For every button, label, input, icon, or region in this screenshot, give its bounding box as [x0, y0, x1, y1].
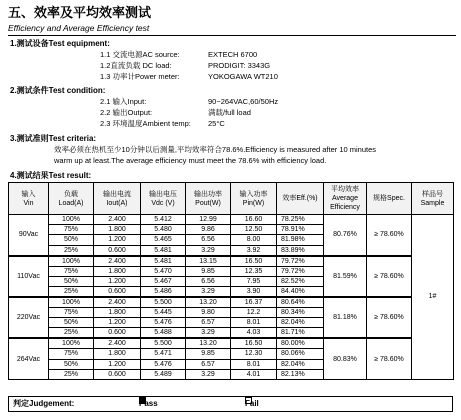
equipment-label: 1.2直流负载 DC load: [100, 61, 172, 70]
equipment-heading: 1.测试设备Test equipment: [10, 39, 110, 48]
pout-cell: 9.80 [186, 307, 231, 317]
condition-value: 满载/full load [208, 108, 251, 117]
pin-cell: 16.60 [231, 215, 277, 225]
judgement-label: 判定Judgement: [13, 399, 75, 408]
table-header-row [9, 183, 454, 215]
iout-cell: 0.600 [94, 286, 141, 297]
pin-cell: 8.00 [231, 235, 277, 245]
document-header [8, 4, 456, 36]
pout-cell: 9.86 [186, 225, 231, 235]
col-header-sample: 样品号 Sample [412, 183, 454, 215]
iout-cell: 1.800 [94, 307, 141, 317]
fail-label: Fail [245, 399, 259, 408]
pin-cell: 12.30 [231, 349, 277, 359]
pin-cell: 4.01 [231, 369, 277, 379]
pin-cell: 8.01 [231, 318, 277, 328]
eff-cell: 79.72% [277, 266, 324, 276]
pin-cell: 12.35 [231, 266, 277, 276]
load-cell: 75% [49, 266, 94, 276]
eff-cell: 79.72% [277, 256, 324, 267]
eff-cell: 78.91% [277, 225, 324, 235]
eff-cell: 80.00% [277, 338, 324, 349]
table-row [9, 215, 454, 225]
eff-cell: 83.89% [277, 245, 324, 256]
table-row [9, 297, 454, 308]
condition-heading: 2.测试条件Test condition: [10, 86, 106, 95]
col-header-eff: 效率Eff.(%) [277, 183, 324, 215]
load-cell: 25% [49, 328, 94, 339]
condition-value: 90~264VAC,60/50Hz [208, 97, 279, 106]
vout-cell: 5.412 [141, 215, 186, 225]
vout-cell: 5.470 [141, 266, 186, 276]
pass-label: Pass [139, 399, 158, 408]
condition-label: 2.1 输入Input: [100, 97, 147, 106]
eff-cell: 80.34% [277, 307, 324, 317]
condition-label: 2.2 输出Output: [100, 108, 153, 117]
eff-cell: 80.06% [277, 349, 324, 359]
iout-cell: 1.800 [94, 266, 141, 276]
vout-cell: 5.486 [141, 286, 186, 297]
eff-cell: 82.52% [277, 276, 324, 286]
load-cell: 25% [49, 245, 94, 256]
iout-cell: 1.800 [94, 349, 141, 359]
eff-cell: 82.13% [277, 369, 324, 379]
vout-cell: 5.445 [141, 307, 186, 317]
iout-cell: 2.400 [94, 297, 141, 308]
iout-cell: 2.400 [94, 338, 141, 349]
pin-cell: 16.37 [231, 297, 277, 308]
result-heading: 4.测试结果Test result: [10, 171, 92, 180]
iout-cell: 2.400 [94, 215, 141, 225]
pout-cell: 3.29 [186, 286, 231, 297]
pout-cell: 12.99 [186, 215, 231, 225]
pin-cell: 8.01 [231, 359, 277, 369]
iout-cell: 1.800 [94, 225, 141, 235]
vout-cell: 5.471 [141, 349, 186, 359]
iout-cell: 1.200 [94, 276, 141, 286]
pout-cell: 6.57 [186, 318, 231, 328]
load-cell: 75% [49, 307, 94, 317]
load-cell: 25% [49, 369, 94, 379]
col-header-pout: 输出功率 Pout(W) [186, 183, 231, 215]
page-title: 五、效率及平均效率测试 [8, 5, 152, 20]
col-header-load: 负载 Load(A) [49, 183, 94, 215]
eff-cell: 78.25% [277, 215, 324, 225]
load-cell: 100% [49, 215, 94, 225]
pin-cell: 3.90 [231, 286, 277, 297]
col-header-vout: 输出电压 Vdc (V) [141, 183, 186, 215]
pout-cell: 6.57 [186, 359, 231, 369]
load-cell: 75% [49, 225, 94, 235]
avg-eff-cell: 81.59% [324, 256, 367, 297]
table-row [9, 338, 454, 349]
criteria-text-line2: warm up at least.The average efficiency must meet the 78.6% with efficiency load. [54, 156, 327, 165]
vout-cell: 5.465 [141, 235, 186, 245]
col-header-pin: 输入功率 Pin(W) [231, 183, 277, 215]
iout-cell: 1.200 [94, 359, 141, 369]
iout-cell: 1.200 [94, 318, 141, 328]
spec-cell: ≥ 78.60% [367, 297, 412, 338]
vout-cell: 5.481 [141, 245, 186, 256]
load-cell: 25% [49, 286, 94, 297]
vout-cell: 5.480 [141, 225, 186, 235]
col-header-input: 输入 Vin [9, 183, 49, 215]
pin-cell: 3.92 [231, 245, 277, 256]
pin-cell: 4.03 [231, 328, 277, 339]
load-cell: 100% [49, 297, 94, 308]
eff-cell: 81.71% [277, 328, 324, 339]
pout-cell: 9.85 [186, 349, 231, 359]
criteria-heading: 3.测试准则Test criteria: [10, 134, 97, 143]
vout-cell: 5.476 [141, 359, 186, 369]
load-cell: 100% [49, 338, 94, 349]
vout-cell: 5.500 [141, 297, 186, 308]
iout-cell: 0.600 [94, 369, 141, 379]
load-cell: 50% [49, 276, 94, 286]
avg-eff-cell: 80.76% [324, 215, 367, 256]
iout-cell: 2.400 [94, 256, 141, 267]
input-voltage-cell: 90Vac [9, 215, 49, 256]
equipment-value: PRODIGIT: 3343G [208, 61, 271, 70]
sample-cell: 1# [412, 215, 454, 380]
spec-cell: ≥ 78.60% [367, 256, 412, 297]
condition-value: 25°C [208, 119, 225, 128]
table-row [9, 256, 454, 267]
spec-cell: ≥ 78.60% [367, 338, 412, 379]
input-voltage-cell: 264Vac [9, 338, 49, 379]
pin-cell: 7.95 [231, 276, 277, 286]
pout-cell: 3.29 [186, 369, 231, 379]
col-header-spec: 规格Spec. [367, 183, 412, 215]
pout-cell: 6.56 [186, 235, 231, 245]
pout-cell: 13.20 [186, 338, 231, 349]
eff-cell: 82.04% [277, 359, 324, 369]
equipment-label: 1.1 交流电源AC source: [100, 50, 180, 59]
pin-cell: 16.50 [231, 338, 277, 349]
input-voltage-cell: 220Vac [9, 297, 49, 338]
condition-label: 2.3 环境温度Ambient temp: [100, 119, 191, 128]
criteria-text-line1: 效率必须在热机至少10分钟以后测量,平均效率符合78.6%.Efficiency is measured after 10 minutes [54, 145, 377, 154]
iout-cell: 1.200 [94, 235, 141, 245]
efficiency-table [8, 182, 454, 380]
pout-cell: 13.20 [186, 297, 231, 308]
input-voltage-cell: 110Vac [9, 256, 49, 297]
load-cell: 50% [49, 359, 94, 369]
pout-cell: 9.85 [186, 266, 231, 276]
vout-cell: 5.488 [141, 328, 186, 339]
col-header-avg: 平均效率 Average Efficiency [324, 183, 367, 215]
vout-cell: 5.467 [141, 276, 186, 286]
vout-cell: 5.476 [141, 318, 186, 328]
pout-cell: 3.29 [186, 328, 231, 339]
vout-cell: 5.500 [141, 338, 186, 349]
eff-cell: 84.40% [277, 286, 324, 297]
iout-cell: 0.600 [94, 245, 141, 256]
eff-cell: 82.04% [277, 318, 324, 328]
iout-cell: 0.600 [94, 328, 141, 339]
pin-cell: 12.50 [231, 225, 277, 235]
pin-cell: 16.50 [231, 256, 277, 267]
pout-cell: 6.56 [186, 276, 231, 286]
judgement-bar [8, 396, 453, 412]
load-cell: 100% [49, 256, 94, 267]
vout-cell: 5.489 [141, 369, 186, 379]
pin-cell: 12.2 [231, 307, 277, 317]
equipment-value: YOKOGAWA WT210 [208, 72, 278, 81]
page-subtitle: Efficiency and Average Efficiency test [8, 23, 150, 33]
pout-cell: 3.29 [186, 245, 231, 256]
load-cell: 50% [49, 235, 94, 245]
equipment-value: EXTECH 6700 [208, 50, 258, 59]
pout-cell: 13.15 [186, 256, 231, 267]
load-cell: 50% [49, 318, 94, 328]
vout-cell: 5.481 [141, 256, 186, 267]
spec-cell: ≥ 78.60% [367, 215, 412, 256]
eff-cell: 81.98% [277, 235, 324, 245]
col-header-iout: 输出电流 Iout(A) [94, 183, 141, 215]
load-cell: 75% [49, 349, 94, 359]
eff-cell: 80.64% [277, 297, 324, 308]
equipment-label: 1.3 功率计Power meter: [100, 72, 180, 81]
avg-eff-cell: 80.83% [324, 338, 367, 379]
avg-eff-cell: 81.18% [324, 297, 367, 338]
